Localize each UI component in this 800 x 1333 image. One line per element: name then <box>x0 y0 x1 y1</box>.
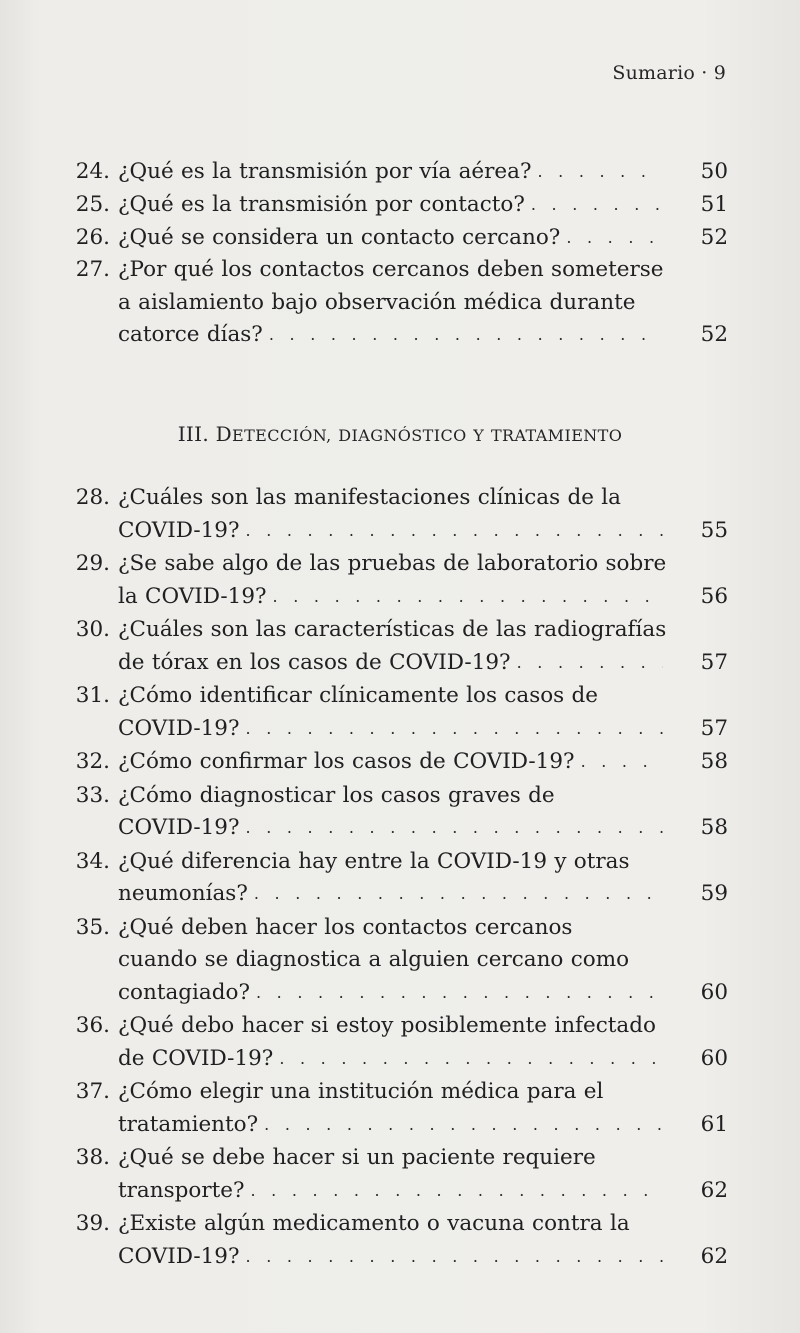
toc-entry-line-text: ¿Se sabe algo de las pruebas de laboratorio sobre <box>118 551 667 576</box>
toc-entry-page-number: 62 <box>700 1177 728 1203</box>
toc-entry-line <box>118 482 663 515</box>
toc-entry-title <box>118 746 663 779</box>
toc-entry-page-number: 60 <box>700 979 728 1005</box>
toc-entry-title <box>118 482 663 547</box>
toc-entry-line-text: COVID-19? <box>118 815 240 840</box>
toc-entry-number: 36. <box>75 1013 110 1038</box>
toc-entry-line-text: COVID-19? <box>118 715 240 741</box>
toc-entry-line-text: COVID-19? <box>118 1243 240 1269</box>
toc-entry-last-line <box>118 1175 663 1208</box>
toc-entry-title <box>118 614 667 679</box>
toc-entry-line-text: ¿Qué deben hacer los contactos cercanos <box>118 914 573 940</box>
toc-entry-last-line <box>118 1109 663 1142</box>
toc-entry-last-line <box>118 746 663 779</box>
toc-entry-number: 30. <box>75 617 110 642</box>
toc-entry-number: 26. <box>75 224 110 250</box>
toc-entry-last-line <box>118 189 663 222</box>
toc-entry-line-text: ¿Por qué los contactos cercanos deben someterse <box>118 257 664 283</box>
dot-leader <box>566 222 663 255</box>
toc-entry-last-line <box>118 647 663 680</box>
toc-entry-page-number: 62 <box>700 1243 728 1269</box>
toc-entry-page-number: 57 <box>700 649 728 675</box>
dot-leader <box>517 647 663 680</box>
toc-entry-line-text: ¿Cómo elegir una institución médica para el <box>118 1079 604 1104</box>
toc-entry-title <box>118 680 663 745</box>
section-numeral: III. <box>177 422 209 446</box>
dot-leader <box>246 812 663 845</box>
toc-entry-title <box>118 254 663 352</box>
dot-leader <box>273 581 663 614</box>
toc-entry-title <box>118 222 663 255</box>
toc-entry-line-text: cuando se diagnostica a alguien cercano como <box>118 947 630 972</box>
toc-entry-title <box>118 1076 663 1141</box>
toc-entry-page-number: 58 <box>700 815 728 840</box>
toc-entry-line <box>118 912 663 945</box>
toc-entry-title <box>118 1010 663 1075</box>
dot-leader <box>279 1043 663 1076</box>
toc-entry-line-text: ¿Cuáles son las manifestaciones clínicas de la <box>118 485 621 510</box>
toc-entry-last-line <box>118 812 663 845</box>
toc-entry-last-line <box>118 1043 663 1076</box>
toc-entry-line-text: ¿Qué debo hacer si estoy posiblemente infectado <box>118 1013 656 1038</box>
toc-entry-title <box>118 1142 663 1207</box>
toc-entry-number: 24. <box>75 159 110 184</box>
toc-entry-number: 33. <box>75 782 110 808</box>
section-title: DETECCIÓN, DIAGNÓSTICO Y TRATAMIENTO <box>215 422 623 446</box>
toc-entry-line-text: tratamiento? <box>118 1111 259 1137</box>
toc-entry-page-number: 57 <box>700 715 728 741</box>
dot-leader <box>254 878 663 911</box>
toc-entry-page-number: 60 <box>700 1045 728 1071</box>
toc-entry-page-number: 56 <box>700 583 728 609</box>
toc-entry-number: 32. <box>75 749 110 774</box>
toc-entry-number: 28. <box>75 485 110 510</box>
toc-entry-page-number: 52 <box>700 224 728 250</box>
toc-entry-line-text: neumonías? <box>118 881 248 906</box>
toc-entry-page-number: 58 <box>700 749 728 774</box>
toc-entry-last-line <box>118 515 663 548</box>
toc-entry-line <box>118 846 663 879</box>
dot-leader <box>246 515 663 548</box>
toc-entry-number: 27. <box>75 257 110 283</box>
toc-entry-page-number: 61 <box>700 1111 728 1137</box>
toc-entry-title <box>118 846 663 911</box>
toc-entry-line <box>118 680 663 713</box>
toc-entry-page-number: 52 <box>700 322 728 348</box>
toc-entry-title <box>118 1208 663 1273</box>
toc-entry-last-line <box>118 1241 663 1274</box>
dot-leader <box>246 1241 663 1274</box>
toc-entry-line <box>118 287 663 320</box>
toc-entry-line-text: transporte? <box>118 1177 245 1203</box>
toc-entry-line-text: ¿Existe algún medicamento o vacuna contra la <box>118 1211 630 1236</box>
toc-entry-title <box>118 912 663 1010</box>
toc-entry-line-text: ¿Qué se considera un contacto cercano? <box>118 224 561 250</box>
toc-entry-number: 31. <box>75 683 110 708</box>
toc-entry-line-text: ¿Cómo confirmar los casos de COVID-19? <box>118 749 575 774</box>
dot-leader <box>537 156 663 189</box>
toc-entry-last-line <box>118 878 663 911</box>
toc-entry-last-line <box>118 713 663 746</box>
dot-leader <box>264 1109 663 1142</box>
toc-entry-line-text: de COVID-19? <box>118 1045 274 1071</box>
toc-entry-line-text: ¿Qué se debe hacer si un paciente requiere <box>118 1145 596 1170</box>
toc-entry-line <box>118 944 663 977</box>
dot-leader <box>531 189 663 222</box>
toc-entry-line-text: la COVID-19? <box>118 583 267 609</box>
toc-entry-number: 34. <box>75 848 110 874</box>
dot-leader <box>251 1175 664 1208</box>
toc-entry-number: 35. <box>75 914 110 940</box>
toc-entry-line <box>118 780 663 813</box>
toc-entry-line-text: ¿Cómo diagnosticar los casos graves de <box>118 782 555 808</box>
toc-entry-line-text: ¿Qué es la transmisión por vía aérea? <box>118 159 532 184</box>
toc-entry-title <box>118 548 667 613</box>
toc-entry-title <box>118 189 663 222</box>
toc-entry-line-text: catorce días? <box>118 322 263 348</box>
toc-entry-last-line <box>118 319 663 352</box>
toc-entry-page-number: 50 <box>700 159 728 184</box>
toc-entry-line <box>118 1208 663 1241</box>
toc-entry-line <box>118 1142 663 1175</box>
toc-entry-line-text: a aislamiento bajo observación médica durante <box>118 289 636 315</box>
toc-entry-line <box>118 1076 663 1109</box>
toc-entry-line <box>118 1010 663 1043</box>
toc-entry-last-line <box>118 156 663 189</box>
toc-entry-line <box>118 254 663 287</box>
toc-entry-page-number: 55 <box>700 517 728 543</box>
dot-leader <box>246 713 663 746</box>
section-heading <box>0 422 800 446</box>
toc-entry-line <box>118 548 667 581</box>
toc-entry-number: 29. <box>75 551 110 576</box>
toc-entry-page-number: 59 <box>700 881 728 906</box>
dot-leader <box>269 319 663 352</box>
toc-entry-number: 37. <box>75 1079 110 1104</box>
toc-entry-number: 38. <box>75 1145 110 1170</box>
dot-leader <box>581 746 663 779</box>
toc-entry-last-line <box>118 222 663 255</box>
toc-entry-line <box>118 614 667 647</box>
running-head: Sumario · 9 <box>612 62 726 84</box>
toc-entry-title <box>118 780 663 845</box>
toc-entry-line-text: ¿Cómo identificar clínicamente los casos de <box>118 683 599 708</box>
toc-entry-last-line <box>118 581 663 614</box>
toc-entry-title <box>118 156 663 189</box>
toc-entry-line-text: ¿Qué diferencia hay entre la COVID-19 y otras <box>118 848 630 874</box>
toc-entry-last-line <box>118 977 663 1010</box>
toc-entry-line-text: ¿Cuáles son las características de las radiografías <box>118 617 667 642</box>
toc-entry-line-text: contagiado? <box>118 979 250 1005</box>
dot-leader <box>256 977 663 1010</box>
toc-entry-line-text: de tórax en los casos de COVID-19? <box>118 649 511 675</box>
toc-entry-line-text: ¿Qué es la transmisión por contacto? <box>118 191 525 217</box>
toc-entry-number: 25. <box>75 191 110 217</box>
toc-entry-line-text: COVID-19? <box>118 517 240 543</box>
toc-entry-page-number: 51 <box>700 191 728 217</box>
toc-entry-number: 39. <box>75 1211 110 1236</box>
